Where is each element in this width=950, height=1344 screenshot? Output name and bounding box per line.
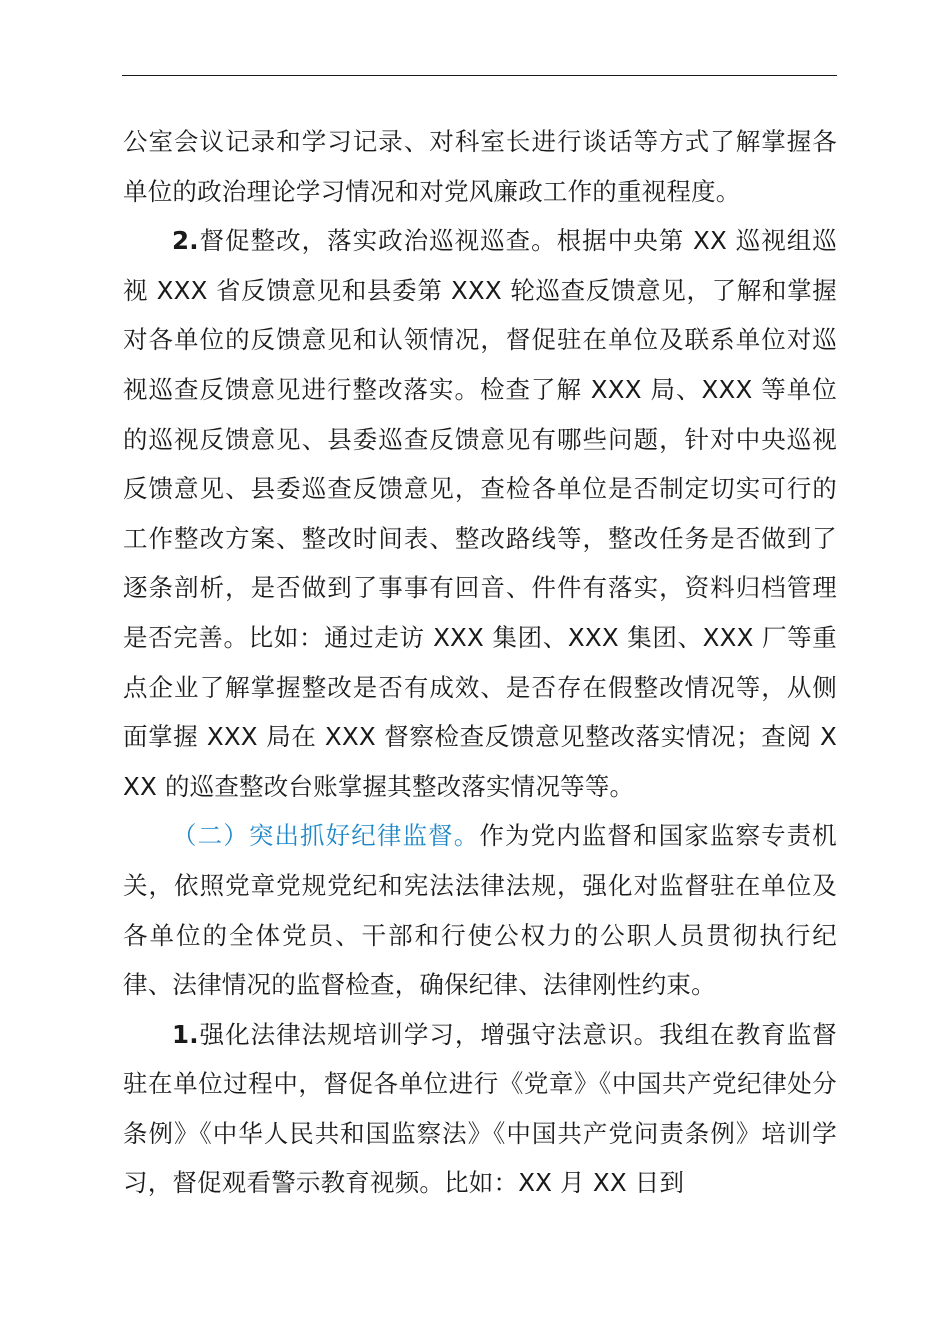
paragraph xyxy=(123,117,837,216)
paragraph-text: 公室会议记录和学习记录、对科室长进行谈话等方式了解掌握各单位的政治理论学习情况和对党风廉政工作的重视程度。 xyxy=(123,127,837,206)
paragraph xyxy=(123,216,837,811)
paragraph xyxy=(123,1010,837,1208)
paragraph-text: 强化法律法规培训学习，增强守法意识。我组在教育监督驻在单位过程中，督促各单位进行《党章》《中国共产党纪律处分条例》《中华人民共和国监察法》《中国共产党问责条例》培训学习，督促观看警示教育视频。比如：XX 月 XX 日到 xyxy=(123,1019,837,1198)
section-heading: （二）突出抓好纪律监督。 xyxy=(172,821,480,851)
header-rule xyxy=(122,75,837,76)
item-number: 2. xyxy=(172,226,199,256)
document-body xyxy=(123,117,837,1208)
paragraph xyxy=(123,811,837,1009)
paragraph-text: 督促整改，落实政治巡视巡查。根据中央第 XX 巡视组巡视 XXX 省反馈意见和县委第 XXX 轮巡查反馈意见，了解和掌握对各单位的反馈意见和认领情况，督促驻在单位及联系单位对巡视巡查反馈意见进行整改落实。检查了解 XXX 局、XXX 等单位的巡视反馈意见、县委巡查反馈意见有哪些问题，针对中央巡视反馈意见、县委巡查反馈意见，查检各单位是否制定切实可行的工作整改方案、整改时间表、整改路线等，整改任务是否做到了逐条剖析，是否做到了事事有回音、件件有落实，资料归档管理是否完善。比如：通过走访 XXX 集团、XXX 集团、XXX 厂等重点企业了解掌握整改是否有成效、是否存在假整改情况等，从侧面掌握 XXX 局在 XXX 督察检查反馈意见整改落实情况；查阅 XXX 的巡查整改台账掌握其整改落实情况等等。 xyxy=(123,226,837,801)
paragraph-text: 作为党内监督和国家监察专责机关，依照党章党规党纪和宪法法律法规，强化对监督驻在单位及各单位的全体党员、干部和行使公权力的公职人员贯彻执行纪律、法律情况的监督检查，确保纪律、法律刚性约束。 xyxy=(123,821,837,1000)
item-number: 1. xyxy=(172,1019,199,1049)
